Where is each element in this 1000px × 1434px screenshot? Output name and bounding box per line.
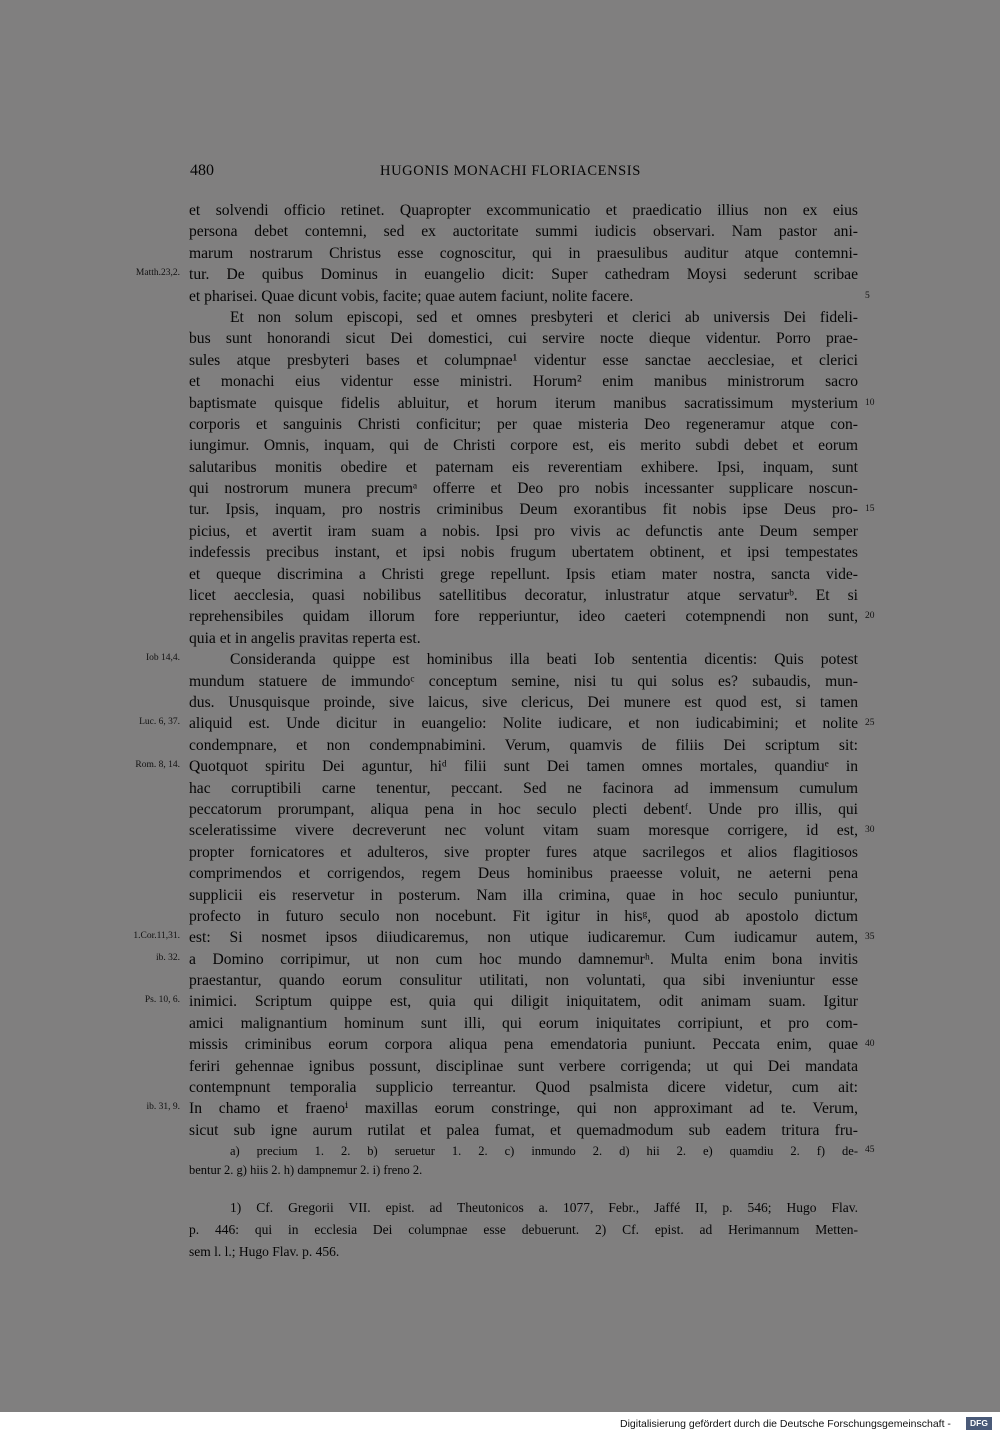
footnote-text: sem l. l.; Hugo Flav. p. 456. bbox=[189, 1244, 340, 1259]
text-line bbox=[0, 585, 1000, 606]
line-text: persona debet contemni, sed ex auctoritate summi iudicis observari. Nam pastor ani- bbox=[189, 223, 858, 241]
text-line bbox=[0, 542, 1000, 563]
line-text: inimici. Scriptum quippe est, quia qui diligit iniquitatem, odit animam suam. Igitur bbox=[189, 993, 858, 1011]
footnote-line bbox=[0, 1197, 1000, 1219]
text-line bbox=[0, 328, 1000, 349]
text-line bbox=[0, 393, 1000, 414]
text-line bbox=[0, 243, 1000, 264]
line-text: et solvendi officio retinet. Quapropter excommunicatio et praedicatio illius non ex eius bbox=[189, 202, 858, 219]
text-line bbox=[0, 200, 1000, 221]
margin-reference: Matth.23,2. bbox=[135, 268, 180, 279]
line-text: est: Si nosmet ipsos diiudicaremus, non utique iudicaremur. Cum iudicamur autem, bbox=[189, 929, 858, 947]
margin-reference: 1.Cor.11,31. bbox=[133, 931, 180, 942]
line-text: hac corruptibili carne tenentur, peccant. Sed ne facinora ad immensum cumulum bbox=[189, 779, 858, 797]
text-line bbox=[0, 927, 1000, 948]
line-text: baptismate quisque fidelis abluitur, et horum iterum manibus sacratissimum mysterium bbox=[189, 394, 858, 412]
line-text: qui nostrorum munera precumᵃ offerre et Deo pro nobis incessanter supplicare noscun- bbox=[189, 480, 858, 498]
text-line bbox=[0, 970, 1000, 991]
text-line bbox=[0, 991, 1000, 1012]
funding-credit: Digitalisierung gefördert durch die Deutsche Forschungsgemeinschaft - bbox=[620, 1418, 951, 1430]
footnote-text: 1) Cf. Gregorii VII. epist. ad Theutonicos a. 1077, Febr., Jaffé II, p. 546; Hugo Flav. bbox=[230, 1200, 858, 1215]
line-text: Et non solum episcopi, sed et omnes presbyteri et clerici ab universis Dei fideli- bbox=[230, 308, 858, 326]
text-line bbox=[0, 457, 1000, 478]
variant-notes bbox=[0, 1142, 1000, 1180]
line-text: bus sunt honorandi sicut Dei domestici, cui servire nocte dieque videntur. Porro prae- bbox=[189, 330, 858, 348]
line-text: aliquid est. Unde dicitur in euangelio: Nolite iudicare, et non iudicabimini; et nolite bbox=[189, 715, 858, 733]
variant-note-text: bentur 2. g) hiis 2. h) dampnemur 2. i) freno 2. bbox=[189, 1163, 423, 1177]
line-text: et pharisei. Quae dicunt vobis, facite; quae autem faciunt, nolite facere. bbox=[189, 287, 634, 305]
text-line bbox=[0, 906, 1000, 927]
margin-reference: Iob 14,4. bbox=[145, 653, 180, 664]
text-line bbox=[0, 414, 1000, 435]
text-line bbox=[0, 307, 1000, 328]
text-line bbox=[0, 949, 1000, 970]
text-line bbox=[0, 1013, 1000, 1034]
line-number: 45 bbox=[865, 1145, 875, 1155]
text-line bbox=[0, 692, 1000, 713]
text-line bbox=[0, 713, 1000, 734]
text-line bbox=[0, 1056, 1000, 1077]
line-text: tur. Ipsis, inquam, pro nostris criminibus Deum exorantibus fit nobis ipse Deus pro- bbox=[189, 501, 858, 519]
line-text: profecto in futuro seculo non nocebunt. Fit igitur in hisᵍ, quod ab apostolo dictum bbox=[189, 907, 858, 925]
text-line bbox=[0, 799, 1000, 820]
line-text: iungimur. Omnis, inquam, qui de Christi corpore est, eis merito subdi debet et eorum bbox=[189, 437, 858, 455]
line-text: missis criminibus eorum corpora aliqua pena emendatoria puniunt. Peccata enim, quae bbox=[189, 1036, 858, 1054]
margin-reference: ib. 32. bbox=[155, 952, 180, 963]
margin-reference: Rom. 8, 14. bbox=[135, 760, 180, 771]
margin-reference: Ps. 10, 6. bbox=[144, 995, 180, 1006]
page-number: 480 bbox=[190, 162, 214, 179]
line-text: praestantur, quando eorum consulitur utilitati, non voluntati, qua sibi inveniuntur esse bbox=[189, 972, 858, 990]
footnotes bbox=[0, 1197, 1000, 1263]
line-text: sules atque presbyteri bases et columpnae¹ videntur esse sanctae aecclesiae, et clerici bbox=[189, 351, 858, 369]
line-text: et queque discrimina a Christi grege repellunt. Ipsis etiam mater nostra, sancta vide- bbox=[189, 565, 858, 583]
text-line bbox=[0, 842, 1000, 863]
dfg-logo: DFG bbox=[966, 1417, 992, 1430]
text-line bbox=[0, 885, 1000, 906]
text-line bbox=[0, 499, 1000, 520]
variant-note-line bbox=[0, 1161, 1000, 1180]
text-line bbox=[0, 735, 1000, 756]
variant-note-line bbox=[0, 1142, 1000, 1161]
text-line bbox=[0, 628, 1000, 649]
line-text: condempnare, et non condempnabimini. Verum, quamvis de filiis Dei scriptum sit: bbox=[189, 736, 858, 754]
line-text: salutaribus monitis obedire et paternam eis reverentiam exhibere. Ipsi, inquam, sunt bbox=[189, 458, 858, 476]
text-line bbox=[0, 778, 1000, 799]
line-text: mundum statuere de immundoᶜ conceptum semine, nisi tu qui solus es? subaudis, mun- bbox=[189, 672, 858, 690]
text-line bbox=[0, 521, 1000, 542]
text-line bbox=[0, 286, 1000, 307]
line-text: peccatorum prorumpant, aliqua pena in hoc seculo plecti debentᶠ. Unde pro illis, qui bbox=[189, 800, 858, 818]
margin-reference: ib. 31, 9. bbox=[146, 1102, 180, 1113]
line-text: supplicii eis reservetur in posterum. Nam illa crimina, quae in hoc seculo puniuntur, bbox=[189, 886, 858, 904]
variant-note-text: a) precium 1. 2. b) seruetur 1. 2. c) inmundo 2. d) hii 2. e) quamdiu 2. f) de- bbox=[230, 1144, 858, 1158]
page-header bbox=[0, 162, 1000, 184]
line-text: contempnunt temporalia supplicio terreantur. Quod psalmista dicere videtur, cum ait: bbox=[189, 1079, 858, 1097]
margin-reference: Luc. 6, 37. bbox=[139, 717, 180, 728]
line-text: marum nostrarum Christus esse cognoscitur, qui in praesulibus auditur atque contemni- bbox=[189, 244, 858, 262]
line-number: 5 bbox=[865, 290, 870, 301]
line-text: reprehensibiles quidam illorum fore repperiuntur, ideo caeteri cotempnendi non sunt, bbox=[189, 608, 858, 626]
line-text: licet aecclesia, quasi nobilibus satellitibus decoratur, inlustratur atque servaturᵇ. Et si bbox=[189, 587, 858, 605]
line-text: Quotquot spiritu Dei aguntur, hiᵈ filii sunt Dei tamen omnes mortales, quandiuᵉ in bbox=[189, 758, 858, 776]
text-line bbox=[0, 221, 1000, 242]
line-text: tur. De quibus Dominus in euangelio dicit: Super cathedram Moysi sederunt scribae bbox=[189, 266, 858, 284]
footnote-text: p. 446: qui in ecclesia Dei columpnae esse debuerunt. 2) Cf. epist. ad Herimannum Metten- bbox=[189, 1222, 858, 1237]
line-text: In chamo et fraenoⁱ maxillas eorum constringe, qui non approximant ad te. Verum, bbox=[189, 1100, 858, 1118]
line-number: 10 bbox=[865, 397, 875, 408]
text-line bbox=[0, 1098, 1000, 1119]
text-line bbox=[0, 649, 1000, 670]
line-number: 30 bbox=[865, 825, 875, 836]
line-number: 20 bbox=[865, 611, 875, 622]
text-line bbox=[0, 371, 1000, 392]
line-number: 40 bbox=[865, 1039, 875, 1050]
text-line bbox=[0, 435, 1000, 456]
text-line bbox=[0, 606, 1000, 627]
text-line bbox=[0, 478, 1000, 499]
text-line bbox=[0, 264, 1000, 285]
line-number: 35 bbox=[865, 932, 875, 943]
text-line bbox=[0, 820, 1000, 841]
line-text: dus. Unusquisque proinde, sive laicus, sive clericus, Dei munere est quod est, si tamen bbox=[189, 693, 858, 711]
line-text: propter fornicatores et adulteros, sive propter fures atque sacrilegos et alios flagitiosos bbox=[189, 843, 858, 861]
text-line bbox=[0, 1077, 1000, 1098]
line-text: comprimendos et corrigendos, regem Deus hominibus praeesse voluit, ne aeterni pena bbox=[189, 865, 858, 883]
text-line bbox=[0, 350, 1000, 371]
line-text: a Domino corripimur, ut non cum hoc mundo damnemurʰ. Multa enim bona invitis bbox=[189, 950, 858, 968]
text-line bbox=[0, 863, 1000, 884]
main-text bbox=[0, 200, 1000, 1141]
line-text: et monachi eius videntur esse ministri. Horum² enim manibus ministrorum sacro bbox=[189, 373, 858, 391]
line-text: Consideranda quippe est hominibus illa beati Iob sententia dicentis: Quis potest bbox=[230, 651, 858, 669]
text-line bbox=[0, 1034, 1000, 1055]
text-line bbox=[0, 671, 1000, 692]
line-text: quia et in angelis pravitas reperta est. bbox=[189, 629, 421, 647]
footnote-line bbox=[0, 1219, 1000, 1241]
line-text: sicut sub igne aurum rutilat et palea fumat, et quemadmodum sub eadem tritura fru- bbox=[189, 1121, 858, 1139]
text-line bbox=[0, 564, 1000, 585]
text-line bbox=[0, 756, 1000, 777]
line-text: corporis et sanguinis Christi conficitur; per quae misteria Deo regeneramur atque con- bbox=[189, 415, 858, 433]
text-line bbox=[0, 1120, 1000, 1141]
line-text: feriri gehennae ignibus possunt, disciplinae sunt verbere corrigenda; ut qui Dei mandata bbox=[189, 1057, 858, 1075]
line-text: amici malignantium hominum sunt illi, qui eorum iniquitates corripiunt, et pro com- bbox=[189, 1014, 858, 1032]
footnote-line bbox=[0, 1241, 1000, 1263]
line-number: 25 bbox=[865, 718, 875, 729]
line-text: sceleratissime vivere decreverunt nec volunt vitam suam moresque corrigere, id est, bbox=[189, 822, 858, 840]
running-head: HUGONIS MONACHI FLORIACENSIS bbox=[380, 163, 641, 179]
line-text: indefessis precibus instant, et ipsi nobis frugum ubertatem obtinent, et ipsi tempestates bbox=[189, 544, 858, 562]
line-text: picius, et avertit iram suam a nobis. Ipsi pro vivis ac defunctis ante Deum semper bbox=[189, 522, 858, 540]
line-number: 15 bbox=[865, 504, 875, 515]
